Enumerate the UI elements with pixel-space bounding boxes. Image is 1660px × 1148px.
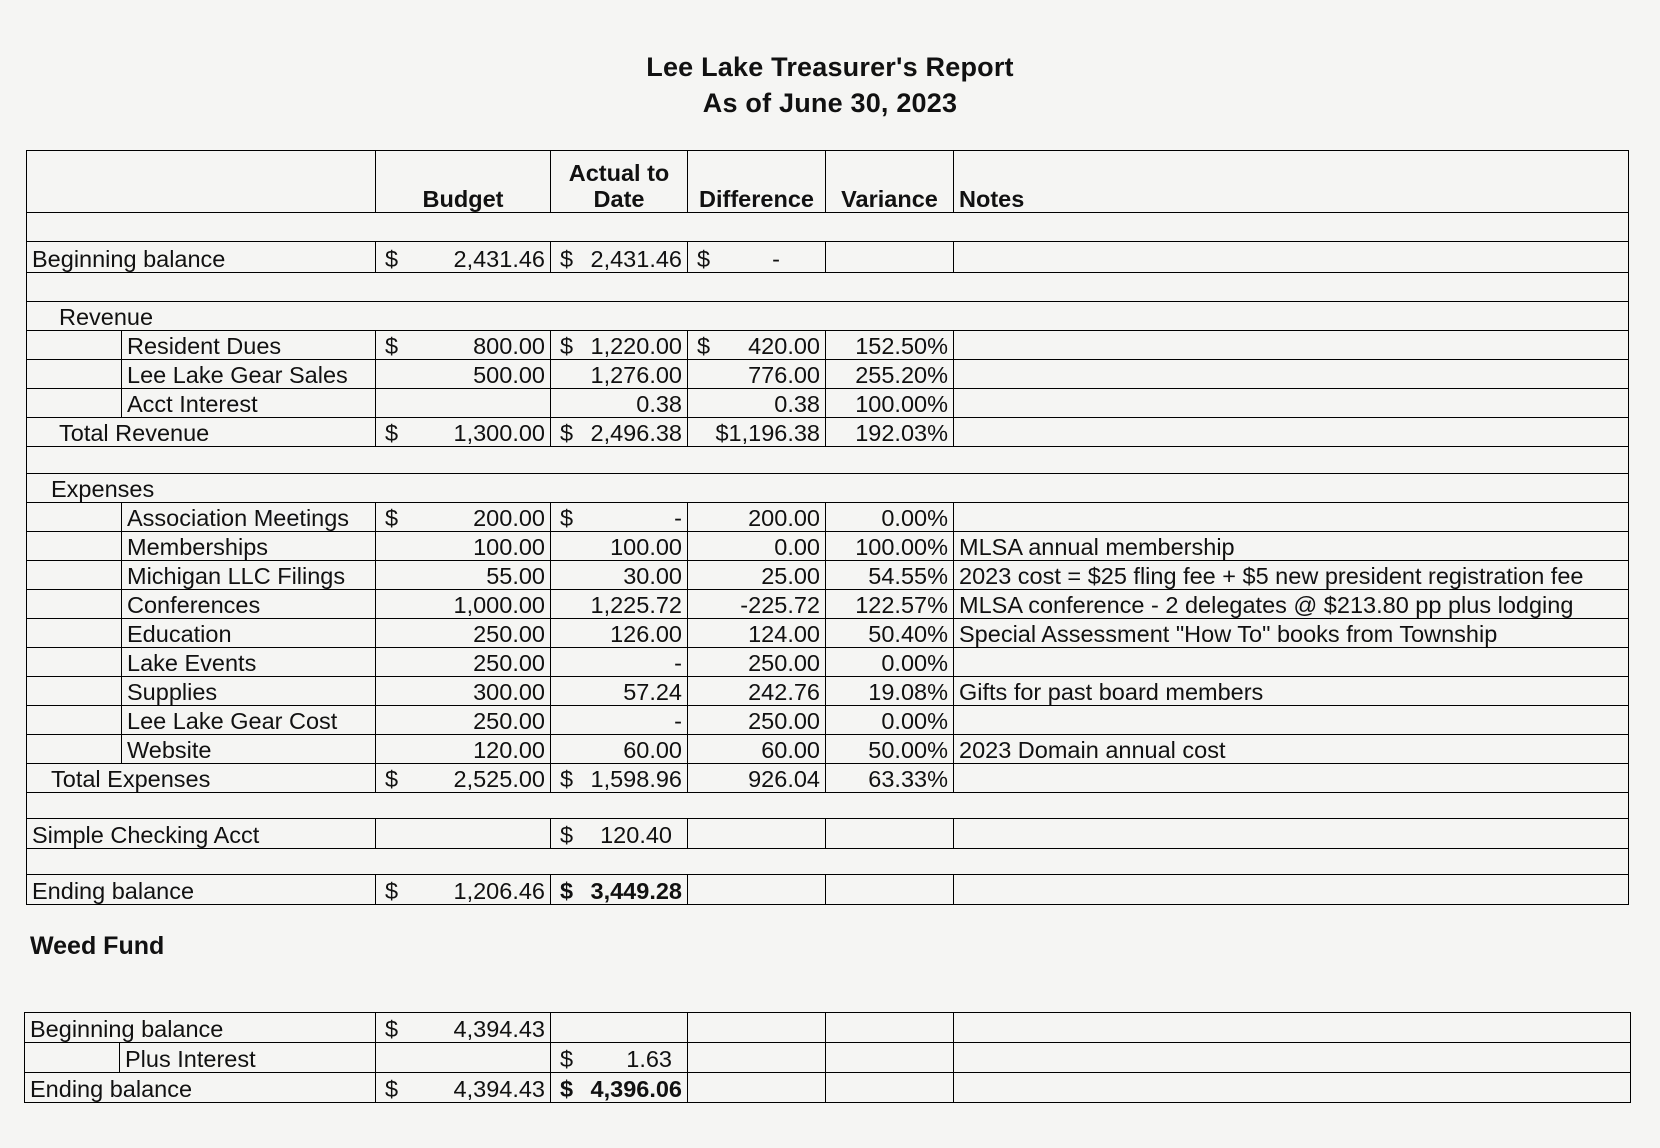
variance-header: Variance — [826, 151, 954, 213]
variance-cell: 100.00% — [826, 532, 954, 561]
report-title: Lee Lake Treasurer's Report — [646, 52, 1014, 82]
header-row — [27, 151, 1629, 213]
line-item-row — [27, 677, 1629, 706]
line-item-row — [27, 389, 1629, 418]
budget-cell: 250.00 — [376, 648, 551, 677]
notes-cell: 2023 Domain annual cost — [954, 735, 1629, 764]
row-label: Memberships — [122, 532, 376, 561]
difference-cell: 250.00 — [688, 706, 826, 735]
actual-cell: 60.00 — [551, 735, 688, 764]
total-revenue-row — [27, 418, 1629, 447]
variance-cell: 255.20% — [826, 360, 954, 389]
revenue-section-row — [27, 302, 1629, 331]
budget-cell: 1,000.00 — [376, 590, 551, 619]
row-label: Ending balance — [25, 1073, 376, 1103]
weed-interest-row — [25, 1043, 1631, 1073]
difference-cell: 25.00 — [688, 561, 826, 590]
expenses-section-row — [27, 474, 1629, 503]
report-date: As of June 30, 2023 — [702, 88, 958, 118]
row-label: Conferences — [122, 590, 376, 619]
actual-cell: $ 1,598.96 — [551, 764, 688, 793]
row-label: Plus Interest — [120, 1043, 376, 1073]
notes-cell — [954, 360, 1629, 389]
difference-cell: $1,196.38 — [688, 418, 826, 447]
row-label: Beginning balance — [27, 242, 376, 273]
actual-cell: $ 1.63 — [551, 1043, 688, 1073]
weed-beginning-row — [25, 1013, 1631, 1043]
line-item-row — [27, 503, 1629, 532]
variance-cell: 63.33% — [826, 764, 954, 793]
actual-cell: $ 120.40 — [551, 819, 688, 849]
row-label: Supplies — [122, 677, 376, 706]
difference-cell: 200.00 — [688, 503, 826, 532]
actual-cell: $ 2,431.46 — [551, 242, 688, 273]
row-label: Total Revenue — [27, 418, 376, 447]
line-item-row — [27, 331, 1629, 360]
line-item-row — [27, 619, 1629, 648]
variance-cell: 0.00% — [826, 648, 954, 677]
variance-cell: 50.00% — [826, 735, 954, 764]
revenue-section-label: Revenue — [27, 302, 1629, 331]
notes-cell — [954, 503, 1629, 532]
row-label: Beginning balance — [25, 1013, 376, 1043]
weed-fund-table — [24, 1012, 1631, 1103]
notes-cell — [954, 389, 1629, 418]
actual-header: Actual to Date — [551, 151, 688, 213]
notes-cell: Special Assessment "How To" books from Township — [954, 619, 1629, 648]
actual-cell: $ 1,220.00 — [551, 331, 688, 360]
budget-cell: $ 4,394.43 — [376, 1013, 551, 1043]
variance-cell: 0.00% — [826, 706, 954, 735]
difference-header: Difference — [688, 151, 826, 213]
actual-cell: 126.00 — [551, 619, 688, 648]
budget-cell: 300.00 — [376, 677, 551, 706]
line-item-row — [27, 532, 1629, 561]
row-label: Ending balance — [27, 875, 376, 905]
checking-row — [27, 819, 1629, 849]
budget-cell: 55.00 — [376, 561, 551, 590]
actual-cell: 57.24 — [551, 677, 688, 706]
budget-cell: 120.00 — [376, 735, 551, 764]
variance-cell: 192.03% — [826, 418, 954, 447]
actual-cell: $ 3,449.28 — [551, 875, 688, 905]
variance-cell: 50.40% — [826, 619, 954, 648]
difference-cell: 124.00 — [688, 619, 826, 648]
notes-cell: 2023 cost = $25 fling fee + $5 new president registration fee — [954, 561, 1629, 590]
row-label: Acct Interest — [122, 389, 376, 418]
actual-cell: 100.00 — [551, 532, 688, 561]
actual-cell: 1,225.72 — [551, 590, 688, 619]
total-expenses-row — [27, 764, 1629, 793]
actual-cell: 1,276.00 — [551, 360, 688, 389]
expenses-section-label: Expenses — [27, 474, 1629, 503]
row-label: Total Expenses — [27, 764, 376, 793]
row-label: Lee Lake Gear Cost — [122, 706, 376, 735]
beginning-balance-row — [27, 242, 1629, 273]
difference-cell: 0.00 — [688, 532, 826, 561]
ending-balance-row — [27, 875, 1629, 905]
actual-cell: $ 4,396.06 — [551, 1073, 688, 1103]
actual-cell: $ 2,496.38 — [551, 418, 688, 447]
difference-cell: -225.72 — [688, 590, 826, 619]
budget-cell: $ 2,525.00 — [376, 764, 551, 793]
weed-fund-title: Weed Fund — [30, 932, 165, 960]
budget-cell: $ 4,394.43 — [376, 1073, 551, 1103]
actual-cell: 0.38 — [551, 389, 688, 418]
budget-cell: $ 1,300.00 — [376, 418, 551, 447]
notes-cell — [954, 331, 1629, 360]
difference-cell: 926.04 — [688, 764, 826, 793]
variance-cell: 122.57% — [826, 590, 954, 619]
variance-cell: 0.00% — [826, 503, 954, 532]
actual-cell: 30.00 — [551, 561, 688, 590]
difference-cell: 0.38 — [688, 389, 826, 418]
difference-cell: 250.00 — [688, 648, 826, 677]
budget-cell: $ 800.00 — [376, 331, 551, 360]
row-label: Michigan LLC Filings — [122, 561, 376, 590]
line-item-row — [27, 590, 1629, 619]
line-item-row — [27, 706, 1629, 735]
budget-cell: 500.00 — [376, 360, 551, 389]
budget-table — [26, 150, 1629, 905]
line-item-row — [27, 648, 1629, 677]
notes-cell — [954, 706, 1629, 735]
difference-cell: $ - — [688, 242, 826, 273]
budget-cell: $ 2,431.46 — [376, 242, 551, 273]
notes-cell — [954, 648, 1629, 677]
budget-cell — [376, 389, 551, 418]
variance-cell: 152.50% — [826, 331, 954, 360]
difference-cell: 242.76 — [688, 677, 826, 706]
row-label: Resident Dues — [122, 331, 376, 360]
budget-header: Budget — [376, 151, 551, 213]
variance-cell: 100.00% — [826, 389, 954, 418]
line-item-row — [27, 561, 1629, 590]
row-label: Website — [122, 735, 376, 764]
notes-cell: MLSA conference - 2 delegates @ $213.80 pp plus lodging — [954, 590, 1629, 619]
budget-cell: $ 200.00 — [376, 503, 551, 532]
actual-cell: - — [551, 648, 688, 677]
row-label: Simple Checking Acct — [27, 819, 376, 849]
budget-cell: 250.00 — [376, 706, 551, 735]
row-label: Education — [122, 619, 376, 648]
budget-cell: 250.00 — [376, 619, 551, 648]
difference-cell: 60.00 — [688, 735, 826, 764]
row-label: Association Meetings — [122, 503, 376, 532]
actual-cell: $ - — [551, 503, 688, 532]
budget-cell: 100.00 — [376, 532, 551, 561]
row-label: Lee Lake Gear Sales — [122, 360, 376, 389]
line-item-row — [27, 735, 1629, 764]
budget-cell: $ 1,206.46 — [376, 875, 551, 905]
difference-cell: $ 420.00 — [688, 331, 826, 360]
notes-header: Notes — [954, 151, 1629, 213]
row-label: Lake Events — [122, 648, 376, 677]
variance-cell: 54.55% — [826, 561, 954, 590]
notes-cell: MLSA annual membership — [954, 532, 1629, 561]
notes-cell: Gifts for past board members — [954, 677, 1629, 706]
line-item-row — [27, 360, 1629, 389]
actual-cell: - — [551, 706, 688, 735]
difference-cell: 776.00 — [688, 360, 826, 389]
weed-ending-row — [25, 1073, 1631, 1103]
variance-cell: 19.08% — [826, 677, 954, 706]
